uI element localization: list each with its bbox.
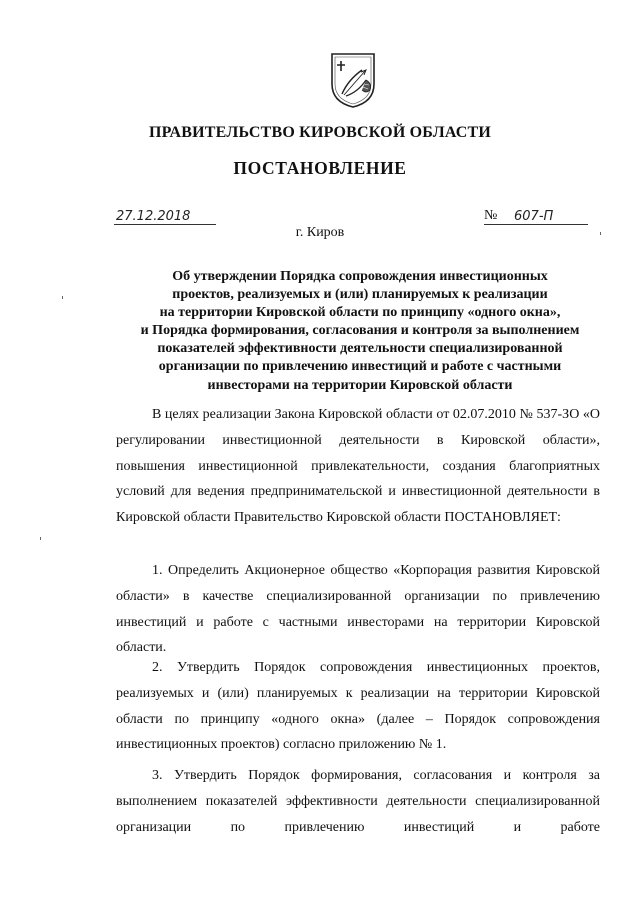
item-2-block xyxy=(116,655,600,758)
item-3-block xyxy=(116,763,600,840)
government-title: ПРАВИТЕЛЬСТВО КИРОВСКОЙ ОБЛАСТИ xyxy=(148,124,492,141)
number-sign: № xyxy=(484,208,498,223)
title-line: проектов, реализуемых и (или) планируемых к реализации xyxy=(172,287,548,303)
date-field xyxy=(114,206,216,225)
title-line: организации по привлечению инвестиций и работе с частными xyxy=(158,359,562,375)
title-line: инвесторами на территории Кировской области xyxy=(207,377,513,393)
scan-speck xyxy=(62,296,63,299)
item-1-block xyxy=(116,558,600,661)
document-type: ПОСТАНОВЛЕНИЕ xyxy=(233,158,407,178)
preamble-block xyxy=(116,402,600,531)
coat-of-arms-icon xyxy=(328,50,378,110)
item-1-paragraph: 1. Определить Акционерное общество «Корпорация развития Кировской области» в качестве специализированной организации по привлечению инвестиций и работе с частными инвесторами на территории Кировской области. xyxy=(116,563,600,656)
date-value: 27.12.2018 xyxy=(116,209,191,224)
city-label: г. Киров xyxy=(295,225,345,240)
scan-speck xyxy=(40,537,41,540)
scan-speck xyxy=(600,232,601,235)
item-2-paragraph: 2. Утвердить Порядок сопровождения инвестиционных проектов, реализуемых и (или) планируемых к реализации на территории Кировской области по принципу «одного окна» (далее – Порядок сопровождения инвестиционных проектов) согласно приложению № 1. xyxy=(116,660,600,753)
number-field xyxy=(484,206,588,225)
document-title xyxy=(112,268,608,395)
title-line: и Порядка формирования, согласования и контроля за выполнением xyxy=(140,323,580,339)
title-line: на территории Кировской области по принципу «одного окна», xyxy=(159,305,561,321)
item-3-paragraph: 3. Утвердить Порядок формирования, согласования и контроля за выполнением показателей эффективности деятельности специализированной организации по привлечению инвестиций и работе xyxy=(116,768,600,835)
preamble-paragraph: В целях реализации Закона Кировской области от 02.07.2010 № 537-ЗО «О регулировании инвестиционной деятельности в Кировской области», повышения инвестиционной привлекательности, создания благоприятных условий для ведения предпринимательской и инвестиционной деятельности в Кировской области Правительство Кировской области ПОСТАНОВЛЯЕТ: xyxy=(116,407,600,526)
number-value: 607-П xyxy=(514,209,554,224)
title-line: Об утверждении Порядка сопровождения инвестиционных xyxy=(172,269,548,284)
title-line: показателей эффективности деятельности специализированной xyxy=(157,341,563,357)
